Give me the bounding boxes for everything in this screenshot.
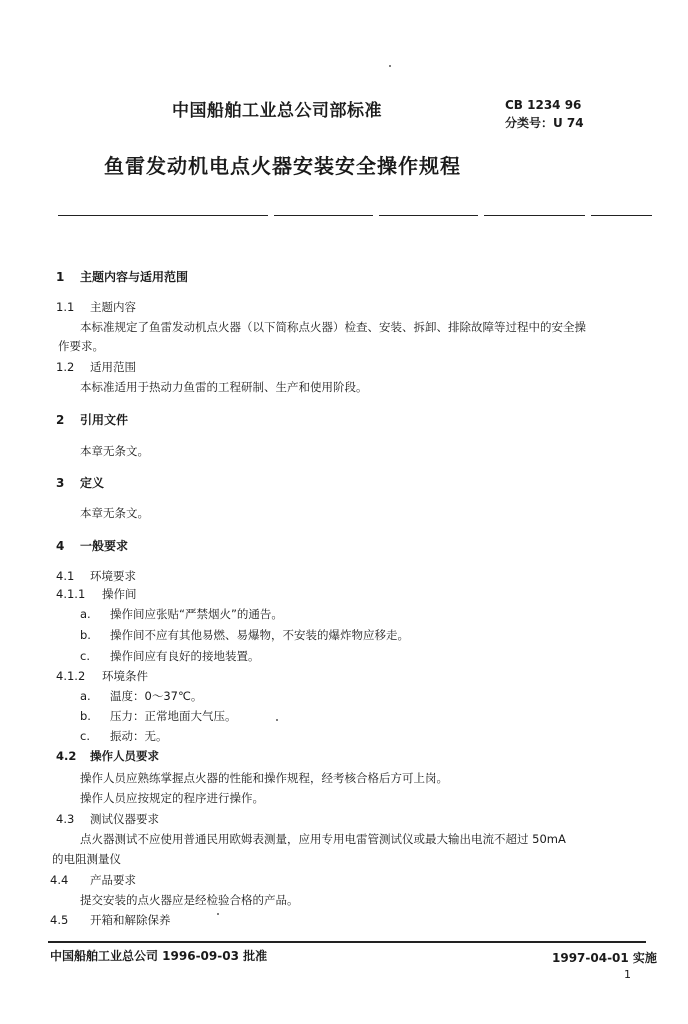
section-label: 一般要求: [80, 539, 129, 553]
subsection-4-1: [56, 568, 136, 584]
list-text: 操作间不应有其他易燃、易爆物，不安装的爆炸物应移走。: [110, 628, 409, 642]
footer-divider: [48, 941, 646, 943]
standard-code-block: [505, 96, 584, 132]
list-text: 压力：正常地面大气压。: [110, 709, 237, 723]
divider-gap: [373, 212, 379, 218]
section-number: 4.1: [56, 569, 75, 583]
section-label: 环境要求: [90, 569, 136, 583]
section-label: 操作间: [102, 587, 137, 601]
paragraph: 作要求。: [58, 339, 104, 353]
document-title: 鱼雷发动机电点火器安装安全操作规程: [104, 154, 461, 178]
section-number: 2: [56, 413, 65, 427]
section-label: 环境条件: [102, 669, 148, 683]
list-marker: a.: [80, 607, 91, 621]
paragraph: 本标准规定了鱼雷发动机点火器（以下简称点火器）检查、安装、拆卸、排除故障等过程中的安全操: [80, 320, 586, 334]
paragraph: 操作人员应熟练掌握点火器的性能和操作规程，经考核合格后方可上岗。: [80, 771, 448, 785]
section-number: 3: [56, 476, 65, 490]
list-item: [80, 728, 168, 744]
paragraph: 本章无条文。: [80, 444, 149, 458]
divider-gap: [478, 212, 484, 218]
section-label: 开箱和解除保养: [90, 913, 171, 927]
section-number: 1.1: [56, 300, 75, 314]
section-number: 4: [56, 539, 65, 553]
list-text: 操作间应有良好的接地装置。: [110, 649, 260, 663]
section-label: 引用文件: [80, 413, 129, 427]
subsection-1-1: [56, 299, 136, 315]
subsection-4-3: [56, 811, 159, 827]
paragraph: 的电阻测量仪: [52, 852, 121, 866]
scan-speck: [389, 65, 391, 67]
subsection-4-4: [50, 872, 136, 888]
list-marker: b.: [80, 709, 91, 723]
section-2-heading: [56, 411, 128, 428]
section-number: 1.2: [56, 360, 75, 374]
scan-speck: [276, 719, 278, 721]
header-divider: [58, 215, 652, 216]
list-text: 振动：无。: [110, 729, 168, 743]
paragraph: 本标准适用于热动力鱼雷的工程研制、生产和使用阶段。: [80, 380, 368, 394]
section-label: 主题内容: [90, 300, 136, 314]
section-number: 1: [56, 270, 65, 284]
divider-gap: [268, 212, 274, 218]
classification-number: 分类号：U 74: [505, 116, 584, 130]
section-number: 4.3: [56, 812, 75, 826]
section-label: 操作人员要求: [90, 749, 159, 763]
subsection-1-2: [56, 359, 136, 375]
subsection-4-2: [56, 748, 159, 764]
section-label: 适用范围: [90, 360, 136, 374]
paragraph: 操作人员应按规定的程序进行操作。: [80, 791, 264, 805]
list-marker: c.: [80, 649, 90, 663]
issuing-organization: 中国船舶工业总公司部标准: [172, 101, 382, 121]
implementation-date: 1997-04-01 实施: [552, 951, 657, 965]
list-item: [80, 708, 237, 724]
standard-number: CB 1234 96: [505, 98, 582, 112]
paragraph: 提交安装的点火器应是经检验合格的产品。: [80, 893, 299, 907]
section-number: 4.2: [56, 749, 77, 763]
list-item: [80, 648, 260, 664]
page-number: 1: [624, 968, 631, 981]
paragraph: 点火器测试不应使用普通民用欧姆表测量，应用专用电雷管测试仪或最大输出电流不超过 50mA: [80, 832, 566, 846]
list-item: [80, 688, 202, 704]
section-number: 4.4: [50, 873, 69, 887]
section-4-heading: [56, 537, 128, 554]
paragraph: 本章无条文。: [80, 506, 149, 520]
section-number: 4.5: [50, 913, 69, 927]
section-1-heading: [56, 268, 188, 285]
approval-line: 中国船舶工业总公司 1996-09-03 批准: [50, 949, 268, 963]
list-marker: a.: [80, 689, 91, 703]
list-item: [80, 606, 283, 622]
section-label: 主题内容与适用范围: [80, 270, 189, 284]
list-marker: c.: [80, 729, 90, 743]
section-3-heading: [56, 474, 104, 491]
section-label: 定义: [80, 476, 105, 490]
section-number: 4.1.2: [56, 669, 86, 683]
scan-speck: [217, 913, 219, 915]
list-text: 温度：0～37℃。: [110, 689, 203, 703]
list-text: 操作间应张贴“严禁烟火”的通告。: [110, 607, 283, 621]
subsection-4-1-2: [56, 668, 148, 684]
subsection-4-5: [50, 912, 171, 928]
section-label: 测试仪器要求: [90, 812, 159, 826]
list-marker: b.: [80, 628, 91, 642]
section-label: 产品要求: [90, 873, 136, 887]
divider-gap: [585, 212, 591, 218]
subsection-4-1-1: [56, 586, 137, 602]
list-item: [80, 627, 409, 643]
section-number: 4.1.1: [56, 587, 86, 601]
